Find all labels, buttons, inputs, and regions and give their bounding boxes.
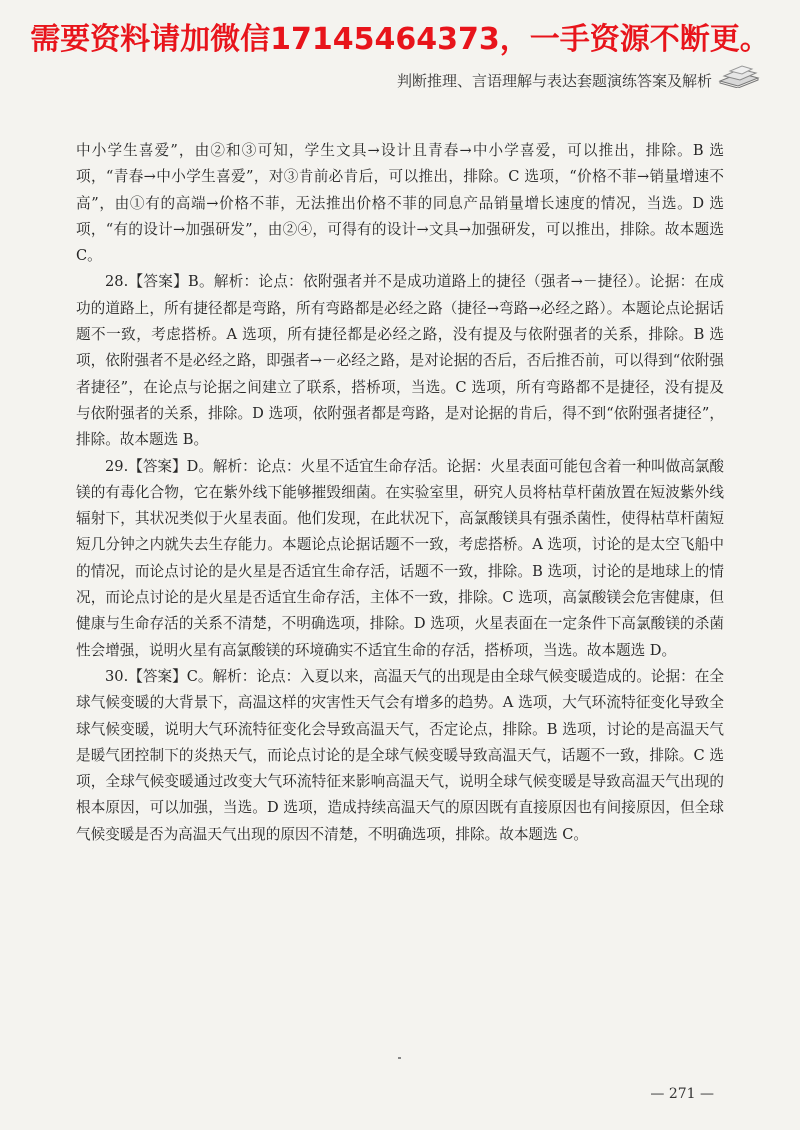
paragraph-q30: 30.【答案】C。解析：论点：入夏以来，高温天气的出现是由全球气候变暖造成的。论据：在全球气候变暖的大背景下，高温这样的灾害性天气会有增多的趋势。A 选项，大气环流特征变化导致全球气候变暖，说明大气环流特征变化会导致高温天气，否定论点，排除。B 选项，讨论的是高温天气是暖气团控制下的炎热天气，而论点讨论的是全球气候变暖导致高温天气，话题不一致，排除。C 选项，全球气候变暖通过改变大气环流特征来影响高温天气，说明全球气候变暖是导致高温天气出现的根本原因，可以加强，当选。D 选项，造成持续高温天气的原因既有直接原因也有间接原因，但全球气候变暖是否为高温天气出现的原因不清楚，不明确选项，排除。故本题选 C。 xyxy=(76,667,724,843)
promo-banner: 需要资料请加微信17145464373，一手资源不断更。 xyxy=(30,22,770,57)
paragraph-q28: 28.【答案】B。解析：论点：依附强者并不是成功道路上的捷径（强者→－捷径）。论据：在成功的道路上，所有捷径都是弯路，所有弯路都是必经之路（捷径→弯路→必经之路）。本题论点论据话题不一致，考虑搭桥。A 选项，所有捷径都是必经之路，没有提及与依附强者的关系，排除。B 选项，依附强者不是必经之路，即强者→－必经之路，是对论据的否后，否后推否前，可以得到“依附强者捷径”，在论点与论据之间建立了联系，搭桥项，当选。C 选项，所有弯路都不是捷径，没有提及与依附强者的关系，排除。D 选项，依附强者都是弯路，是对论据的肯后，得不到“依附强者捷径”，排除。故本题选 B。 xyxy=(76,273,724,449)
scan-dot xyxy=(398,1057,401,1059)
paragraph-q27-continuation: 中小学生喜爱”，由②和③可知，学生文具→设计且青春→中小学喜爱，可以推出，排除。B 选项，“青春→中小学生喜爱”，对③肯前必肯后，可以推出，排除。C 选项，“价格不菲→销量增速不高”，由①有的高端→价格不菲，无法推出价格不菲的同息产品销量增长速度的情况，当选。D 选项，“有的设计→加强研发”，由②④，可得有的设计→文具→加强研发，可以推出，排除。故本题选 C。 xyxy=(76,142,724,265)
answer-explanations xyxy=(76,138,724,848)
running-title: 判断推理、言语理解与表达套题演练答案及解析 xyxy=(396,72,712,90)
book-stack-icon xyxy=(718,64,760,88)
page-number: — 271 — xyxy=(650,1086,714,1102)
paragraph-q29: 29.【答案】D。解析：论点：火星不适宜生命存活。论据：火星表面可能包含着一种叫做高氯酸镁的有毒化合物，它在紫外线下能够摧毁细菌。在实验室里，研究人员将枯草杆菌放置在短波紫外线辐射下，其状况类似于火星表面。他们发现，在此状况下，高氯酸镁具有强杀菌性，使得枯草杆菌短短几分钟之内就失去生存能力。本题论点论据话题不一致，考虑搭桥。A 选项，讨论的是太空飞船中的情况，而论点讨论的是火星是否适宜生命存活，话题不一致，排除。B 选项，讨论的是地球上的情况，而论点讨论的是火星是否适宜生命存活，主体不一致，排除。C 选项，高氯酸镁会危害健康，但健康与生命存活的关系不清楚，不明确选项，排除。D 选项，火星表面在一定条件下高氯酸镁的杀菌性会增强，说明火星有高氯酸镁的环境确实不适宜生命的存活，搭桥项，当选。故本题选 D。 xyxy=(76,457,724,659)
